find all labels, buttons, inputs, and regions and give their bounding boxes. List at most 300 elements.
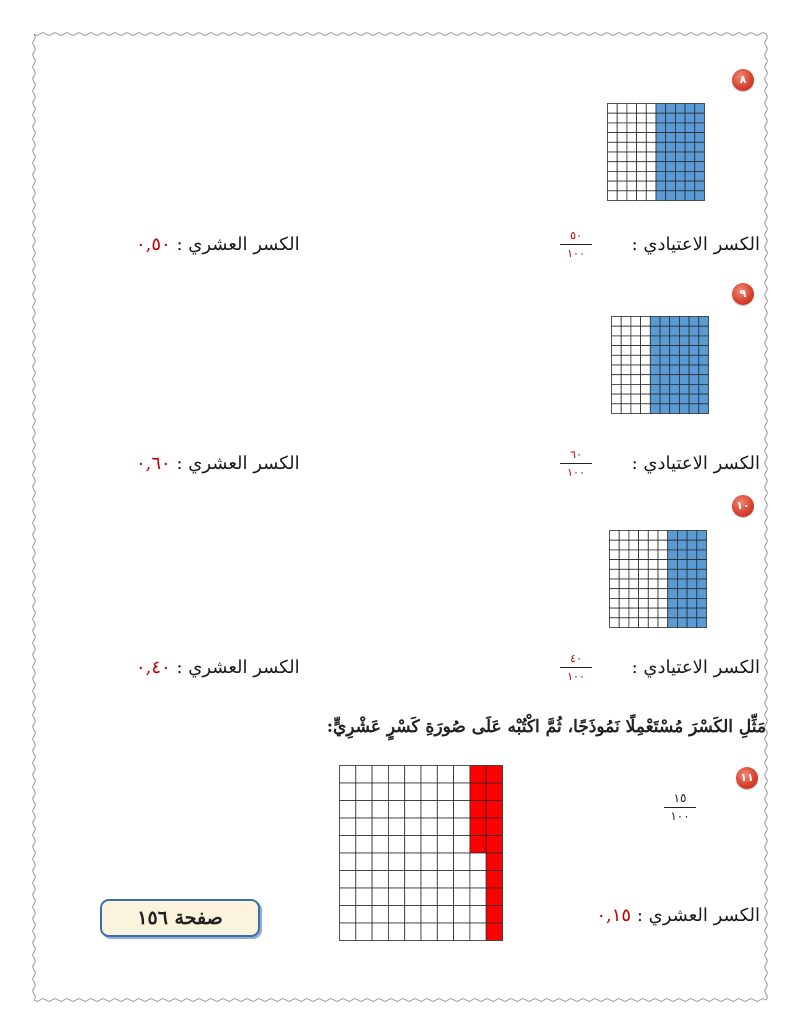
grid-cell-shaded xyxy=(687,560,697,570)
common-fraction-label: الكسر الاعتيادي : xyxy=(631,234,760,255)
grid-cell-shaded xyxy=(675,133,685,143)
grid-cell xyxy=(639,569,649,579)
grid-cell-shaded xyxy=(660,404,670,414)
grid-cell xyxy=(639,579,649,589)
grid-cell xyxy=(637,104,647,114)
grid-cell xyxy=(437,818,453,836)
border-edge xyxy=(34,999,766,1002)
grid-cell xyxy=(405,801,421,819)
fraction-denominator: ١٠٠ xyxy=(567,466,585,479)
grid-cell-shaded xyxy=(679,384,689,394)
grid-cell-shaded xyxy=(689,317,699,327)
grid-cell xyxy=(454,801,470,819)
grid-cell xyxy=(646,133,656,143)
grid-cell xyxy=(619,579,629,589)
grid-cell xyxy=(648,589,658,599)
grid-cell xyxy=(356,923,372,941)
grid-cell xyxy=(405,923,421,941)
grid-cell xyxy=(658,589,668,599)
grid-cell-shaded xyxy=(668,589,678,599)
grid-cell-shaded xyxy=(650,355,660,365)
common-fraction xyxy=(556,652,596,683)
grid-cell-shaded xyxy=(677,531,687,541)
grid-cell xyxy=(637,113,647,123)
grid-cell xyxy=(356,888,372,906)
grid-cell xyxy=(627,162,637,172)
grid-cell-shaded xyxy=(670,336,680,346)
grid-cell xyxy=(619,589,629,599)
grid-cell xyxy=(610,550,620,560)
grid-cell-shaded xyxy=(656,104,666,114)
grid-cell-shaded xyxy=(687,531,697,541)
hundred-grid-model xyxy=(607,103,705,201)
grid-cell xyxy=(627,171,637,181)
grid-cell-shaded xyxy=(650,404,660,414)
grid-cell-shaded xyxy=(660,394,670,404)
grid-cell-shaded xyxy=(470,801,486,819)
grid-cell xyxy=(372,801,388,819)
grid-cell xyxy=(612,394,622,404)
grid-cell-shaded xyxy=(650,365,660,375)
grid-cell-shaded xyxy=(670,326,680,336)
grid-cell-shaded xyxy=(685,113,695,123)
grid-cell-shaded xyxy=(689,384,699,394)
grid-cell xyxy=(340,906,356,924)
grid-cell-shaded xyxy=(656,181,666,191)
grid-cell-shaded xyxy=(675,162,685,172)
grid-cell xyxy=(637,171,647,181)
grid-cell xyxy=(454,836,470,854)
grid-cell xyxy=(612,346,622,356)
grid-cell-shaded xyxy=(666,152,676,162)
grid-cell-shaded xyxy=(677,550,687,560)
grid-cell-shaded xyxy=(656,123,666,133)
grid-cell-shaded xyxy=(677,608,687,618)
grid-cell-shaded xyxy=(685,123,695,133)
grid-cell xyxy=(405,906,421,924)
grid-cell xyxy=(641,336,651,346)
fraction-bar xyxy=(560,463,592,464)
problem-number-badge: ١١ xyxy=(736,767,758,789)
grid-cell xyxy=(646,162,656,172)
grid-cell xyxy=(405,783,421,801)
grid-cell-shaded xyxy=(666,133,676,143)
grid-cell xyxy=(619,531,629,541)
fraction-denominator: ١٠٠ xyxy=(670,809,690,823)
grid-cell xyxy=(648,608,658,618)
grid-cell xyxy=(421,818,437,836)
grid-cell xyxy=(470,888,486,906)
grid-cell-shaded xyxy=(486,818,502,836)
grid-cell xyxy=(637,133,647,143)
grid-cell xyxy=(619,608,629,618)
grid-cell xyxy=(454,818,470,836)
grid-cell-shaded xyxy=(685,133,695,143)
fraction-numerator: ٦٠ xyxy=(570,448,582,461)
grid-cell-shaded xyxy=(699,336,709,346)
grid-cell xyxy=(356,906,372,924)
grid-cell xyxy=(405,836,421,854)
grid-cell-shaded xyxy=(695,123,705,133)
grid-cell xyxy=(372,888,388,906)
grid-cell xyxy=(641,346,651,356)
grid-cell xyxy=(372,818,388,836)
grid-cell xyxy=(648,531,658,541)
grid-cell xyxy=(639,598,649,608)
grid-cell xyxy=(617,113,627,123)
grid-cell-shaded xyxy=(650,375,660,385)
grid-cell-shaded xyxy=(689,375,699,385)
grid-cell-shaded xyxy=(660,336,670,346)
exercise-instruction: مَثِّلِ الكَسْرَ مُسْتَعْمِلًا نَمُوذَجًا، ثُمَّ اكْتُبْه عَلَى صُورَةِ كَسْرٍ عَشْرِيٍّ: xyxy=(326,717,766,737)
grid-cell-shaded xyxy=(687,589,697,599)
grid-cell xyxy=(646,181,656,191)
grid-cell xyxy=(340,766,356,784)
grid-cell-shaded xyxy=(697,598,707,608)
grid-cell-shaded xyxy=(685,191,695,201)
grid-cell-shaded xyxy=(675,191,685,201)
grid-cell xyxy=(405,853,421,871)
grid-cell-shaded xyxy=(685,162,695,172)
grid-cell-shaded xyxy=(699,375,709,385)
fraction-bar xyxy=(664,807,696,808)
grid-cell-shaded xyxy=(679,336,689,346)
decimal-value: ٠,٥٠ xyxy=(136,234,171,255)
grid-cell xyxy=(437,766,453,784)
grid-cell-shaded xyxy=(656,152,666,162)
grid-cell xyxy=(437,783,453,801)
grid-cell xyxy=(621,394,631,404)
grid-cell xyxy=(617,123,627,133)
grid-cell xyxy=(608,142,618,152)
grid-cell-shaded xyxy=(699,326,709,336)
grid-cell xyxy=(356,801,372,819)
grid-cell xyxy=(356,783,372,801)
grid-cell xyxy=(608,181,618,191)
grid-cell xyxy=(610,589,620,599)
grid-cell xyxy=(639,540,649,550)
common-fraction xyxy=(556,448,596,479)
grid-cell-shaded xyxy=(668,579,678,589)
decimal-label-text: الكسر العشري : xyxy=(176,453,300,474)
grid-cell xyxy=(641,375,651,385)
grid-cell xyxy=(627,123,637,133)
grid-cell xyxy=(646,113,656,123)
grid-cell-shaded xyxy=(660,365,670,375)
grid-cell xyxy=(372,923,388,941)
fraction-numerator: ١٥ xyxy=(673,791,687,805)
grid-cell xyxy=(646,191,656,201)
grid-cell-shaded xyxy=(656,133,666,143)
grid-cell xyxy=(421,836,437,854)
grid-cell-shaded xyxy=(697,550,707,560)
grid-cell xyxy=(612,336,622,346)
grid-cell xyxy=(610,560,620,570)
grid-cell-shaded xyxy=(670,346,680,356)
grid-cell xyxy=(631,346,641,356)
grid-cell xyxy=(648,550,658,560)
grid-cell xyxy=(648,579,658,589)
grid-cell xyxy=(340,853,356,871)
common-fraction xyxy=(556,229,596,260)
grid-cell xyxy=(641,355,651,365)
grid-cell xyxy=(340,888,356,906)
grid-cell xyxy=(612,404,622,414)
grid-cell xyxy=(648,560,658,570)
common-fraction-label: الكسر الاعتيادي : xyxy=(631,657,760,678)
grid-cell xyxy=(627,191,637,201)
grid-cell xyxy=(639,618,649,628)
grid-cell-shaded xyxy=(470,783,486,801)
grid-cell xyxy=(619,550,629,560)
grid-cell xyxy=(641,326,651,336)
grid-cell xyxy=(631,384,641,394)
grid-cell-shaded xyxy=(666,181,676,191)
grid-cell xyxy=(621,326,631,336)
grid-cell-shaded xyxy=(687,540,697,550)
grid-cell xyxy=(621,355,631,365)
decimal-label-text: الكسر العشري : xyxy=(176,657,300,678)
grid-cell xyxy=(629,531,639,541)
grid-cell-shaded xyxy=(486,923,502,941)
grid-cell-shaded xyxy=(687,579,697,589)
page-number-tag: صفحة ١٥٦ xyxy=(100,899,260,937)
grid-cell xyxy=(610,540,620,550)
grid-cell xyxy=(621,404,631,414)
grid-cell xyxy=(454,888,470,906)
grid-cell xyxy=(437,923,453,941)
grid-cell-shaded xyxy=(689,394,699,404)
grid-cell xyxy=(619,560,629,570)
grid-cell xyxy=(646,152,656,162)
grid-cell xyxy=(627,113,637,123)
grid-cell xyxy=(648,569,658,579)
grid-cell xyxy=(646,104,656,114)
grid-cell-shaded xyxy=(675,142,685,152)
grid-cell xyxy=(608,171,618,181)
grid-cell-shaded xyxy=(699,394,709,404)
grid-cell-shaded xyxy=(660,317,670,327)
grid-cell-shaded xyxy=(486,766,502,784)
grid-cell-shaded xyxy=(486,906,502,924)
fraction-numerator: ٤٠ xyxy=(570,652,582,665)
grid-cell xyxy=(627,152,637,162)
grid-cell xyxy=(610,598,620,608)
grid-cell-shaded xyxy=(668,608,678,618)
grid-cell xyxy=(619,598,629,608)
grid-cell-shaded xyxy=(660,355,670,365)
grid-cell xyxy=(372,906,388,924)
grid-cell xyxy=(621,317,631,327)
grid-cell-shaded xyxy=(695,104,705,114)
grid-cell-shaded xyxy=(650,394,660,404)
grid-cell xyxy=(637,152,647,162)
grid-cell xyxy=(617,181,627,191)
grid-cell xyxy=(340,801,356,819)
grid-cell xyxy=(617,171,627,181)
fraction-denominator: ١٠٠ xyxy=(567,247,585,260)
grid-cell-shaded xyxy=(697,618,707,628)
grid-cell xyxy=(612,365,622,375)
grid-cell xyxy=(658,579,668,589)
border-edge xyxy=(34,33,766,36)
grid-cell xyxy=(621,384,631,394)
grid-cell xyxy=(612,375,622,385)
grid-cell xyxy=(646,142,656,152)
grid-cell-shaded xyxy=(668,569,678,579)
grid-cell xyxy=(631,336,641,346)
grid-cell xyxy=(608,162,618,172)
grid-cell xyxy=(639,589,649,599)
grid-cell xyxy=(631,317,641,327)
grid-cell xyxy=(405,818,421,836)
grid-cell xyxy=(388,906,404,924)
given-fraction xyxy=(660,792,700,823)
grid-cell-shaded xyxy=(689,326,699,336)
grid-cell xyxy=(658,608,668,618)
grid-cell-shaded xyxy=(660,384,670,394)
grid-cell-shaded xyxy=(697,608,707,618)
grid-cell-shaded xyxy=(685,181,695,191)
grid-cell-shaded xyxy=(668,550,678,560)
grid-cell-shaded xyxy=(695,152,705,162)
grid-cell xyxy=(621,365,631,375)
grid-cell xyxy=(617,133,627,143)
grid-cell-shaded xyxy=(670,365,680,375)
grid-cell-shaded xyxy=(486,888,502,906)
grid-cell xyxy=(388,888,404,906)
grid-cell-shaded xyxy=(650,346,660,356)
grid-cell xyxy=(646,123,656,133)
grid-cell xyxy=(627,104,637,114)
border-edge xyxy=(33,34,36,1000)
grid-cell xyxy=(421,801,437,819)
grid-cell xyxy=(388,818,404,836)
grid-cell xyxy=(470,923,486,941)
grid-cell-shaded xyxy=(695,181,705,191)
grid-cell-shaded xyxy=(677,579,687,589)
grid-cell xyxy=(639,550,649,560)
grid-cell xyxy=(617,191,627,201)
grid-cell xyxy=(629,560,639,570)
grid-cell xyxy=(421,923,437,941)
grid-cell xyxy=(421,853,437,871)
fraction-bar xyxy=(560,667,592,668)
grid-cell-shaded xyxy=(695,191,705,201)
grid-cell xyxy=(610,569,620,579)
grid-cell-shaded xyxy=(670,355,680,365)
problem-number-badge: ٨ xyxy=(732,69,754,91)
grid-cell xyxy=(608,191,618,201)
grid-cell xyxy=(637,162,647,172)
grid-cell xyxy=(619,618,629,628)
grid-cell-shaded xyxy=(486,836,502,854)
grid-cell-shaded xyxy=(689,336,699,346)
grid-cell xyxy=(470,906,486,924)
grid-cell xyxy=(356,836,372,854)
decimal-value: ٠,٤٠ xyxy=(136,657,171,678)
grid-cell-shaded xyxy=(695,162,705,172)
grid-cell xyxy=(627,142,637,152)
grid-cell-shaded xyxy=(656,191,666,201)
grid-cell xyxy=(637,142,647,152)
grid-cell-shaded xyxy=(660,375,670,385)
grid-cell xyxy=(388,783,404,801)
grid-cell xyxy=(629,608,639,618)
grid-cell xyxy=(612,317,622,327)
grid-cell-shaded xyxy=(679,375,689,385)
grid-cell xyxy=(617,142,627,152)
grid-cell xyxy=(617,152,627,162)
grid-cell xyxy=(648,540,658,550)
grid-cell-shaded xyxy=(679,346,689,356)
grid-cell xyxy=(372,871,388,889)
hundred-grid-model xyxy=(609,530,707,628)
grid-cell xyxy=(454,923,470,941)
grid-cell-shaded xyxy=(470,836,486,854)
grid-cell xyxy=(388,801,404,819)
grid-cell xyxy=(437,853,453,871)
grid-cell xyxy=(372,853,388,871)
grid-cell xyxy=(637,181,647,191)
grid-cell-shaded xyxy=(679,365,689,375)
grid-cell-shaded xyxy=(687,550,697,560)
grid-cell-shaded xyxy=(695,113,705,123)
grid-cell xyxy=(421,783,437,801)
grid-cell-shaded xyxy=(670,404,680,414)
grid-cell-shaded xyxy=(670,317,680,327)
grid-cell xyxy=(621,336,631,346)
grid-cell xyxy=(372,766,388,784)
fraction-denominator: ١٠٠ xyxy=(567,670,585,683)
decimal-fraction-label xyxy=(136,453,300,474)
grid-cell-shaded xyxy=(656,162,666,172)
grid-cell-shaded xyxy=(677,589,687,599)
common-fraction-label: الكسر الاعتيادي : xyxy=(631,453,760,474)
grid-cell xyxy=(641,384,651,394)
grid-cell-shaded xyxy=(486,853,502,871)
grid-cell-shaded xyxy=(697,579,707,589)
grid-cell xyxy=(608,104,618,114)
grid-cell xyxy=(612,355,622,365)
grid-cell-shaded xyxy=(666,191,676,201)
decimal-label-text: الكسر العشري : xyxy=(636,905,760,926)
grid-cell-shaded xyxy=(668,540,678,550)
grid-cell xyxy=(658,550,668,560)
grid-cell-shaded xyxy=(695,142,705,152)
grid-cell-shaded xyxy=(660,346,670,356)
grid-cell-shaded xyxy=(666,104,676,114)
grid-cell xyxy=(631,375,641,385)
grid-cell xyxy=(388,836,404,854)
grid-cell xyxy=(340,871,356,889)
grid-cell xyxy=(388,853,404,871)
grid-cell-shaded xyxy=(685,152,695,162)
grid-cell xyxy=(639,560,649,570)
grid-cell xyxy=(641,365,651,375)
grid-cell-shaded xyxy=(679,326,689,336)
grid-cell xyxy=(629,550,639,560)
grid-cell-shaded xyxy=(697,540,707,550)
decimal-value: ٠,٦٠ xyxy=(136,453,171,474)
grid-cell-shaded xyxy=(656,142,666,152)
grid-cell xyxy=(356,766,372,784)
hundred-grid-model xyxy=(339,765,503,941)
grid-cell-shaded xyxy=(697,560,707,570)
grid-cell xyxy=(658,540,668,550)
grid-cell xyxy=(372,783,388,801)
grid-cell-shaded xyxy=(687,618,697,628)
